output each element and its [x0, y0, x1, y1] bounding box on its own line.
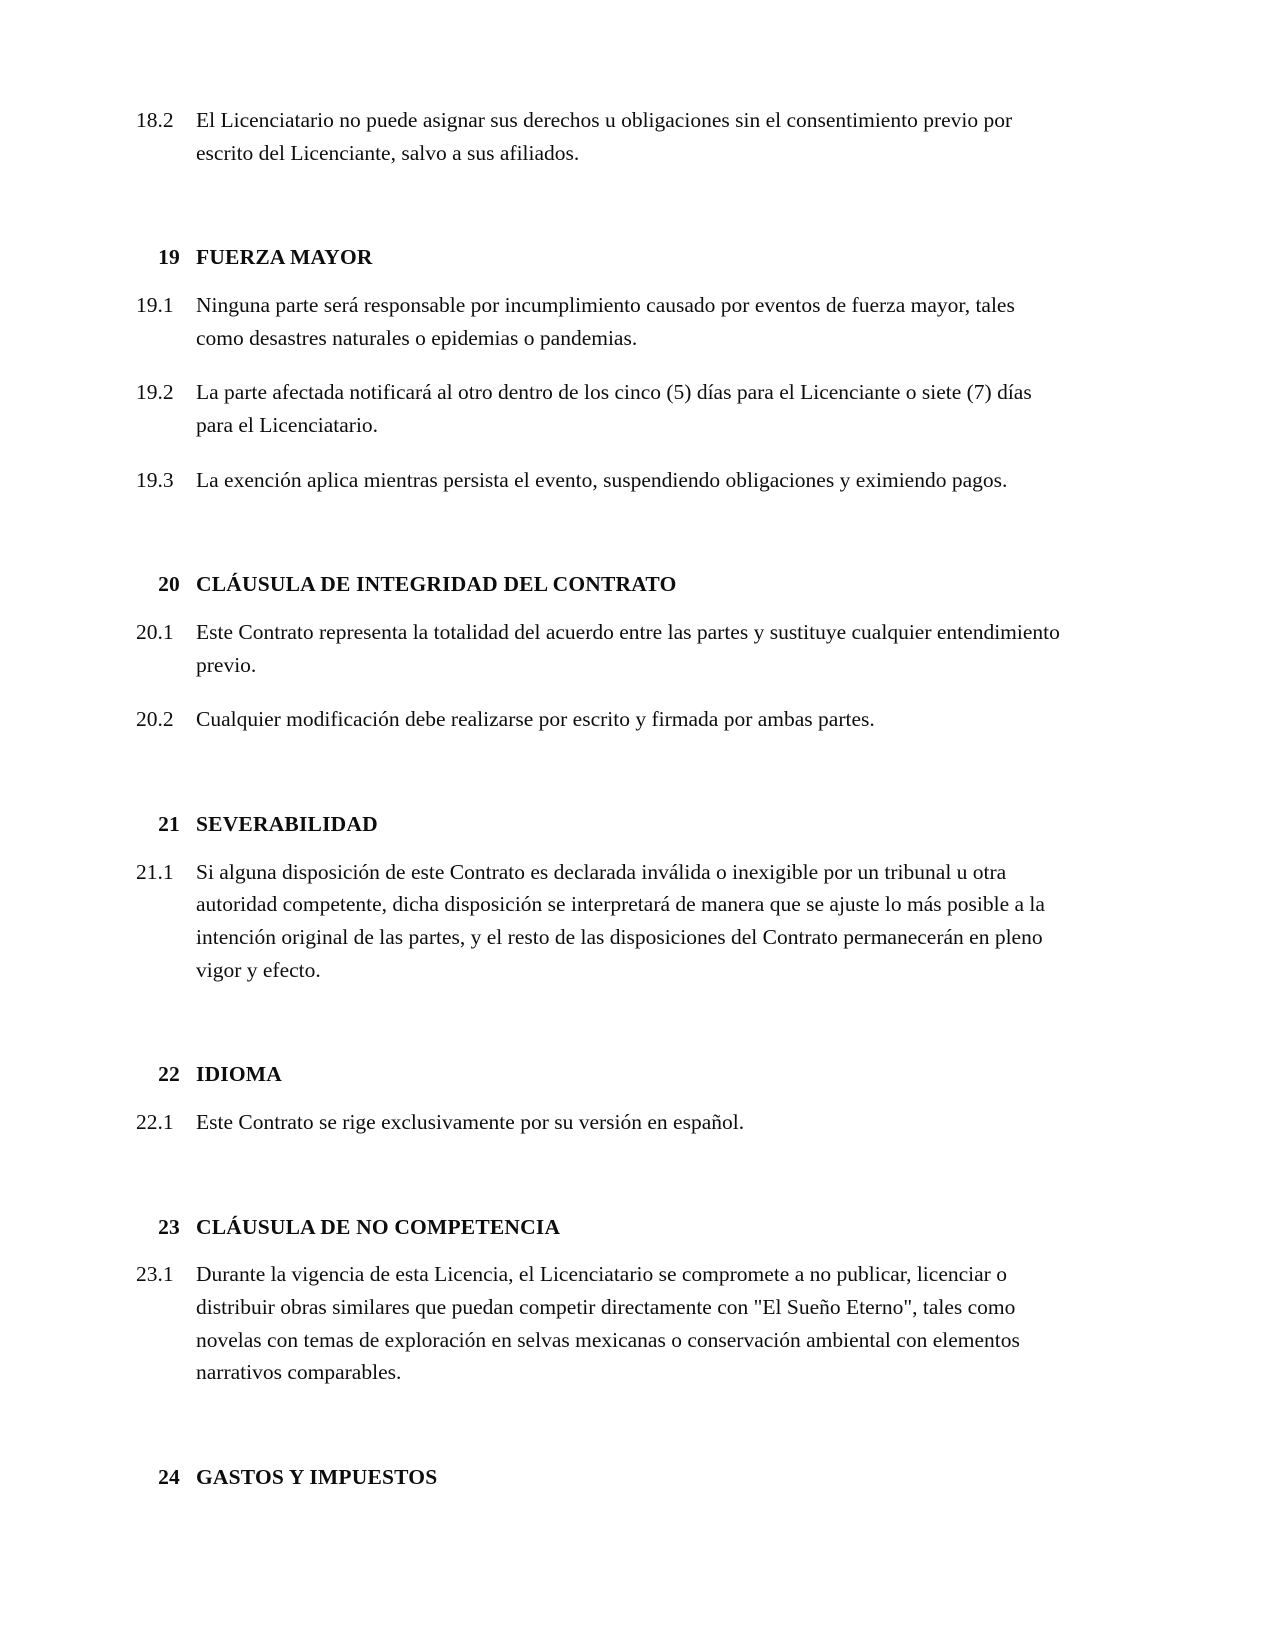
- clause-text: La exención aplica mientras persista el evento, suspendiendo obligaciones y eximiendo pagos.: [196, 467, 1008, 492]
- section-title: SEVERABILIDAD: [196, 812, 378, 837]
- clause-number: 19.1: [136, 293, 174, 317]
- clause-number: 23.1: [136, 1262, 174, 1287]
- clause-item: [136, 1258, 1066, 1389]
- clause-item: [136, 376, 1066, 441]
- vertical-spacer: [136, 986, 1066, 1060]
- vertical-spacer: [136, 1139, 1066, 1213]
- section-title: IDIOMA: [196, 1062, 283, 1087]
- section-heading: [136, 243, 1066, 273]
- clause-number: 18.2: [136, 108, 174, 132]
- clause-text: La parte afectada notificará al otro dentro de los cinco (5) días para el Licenciante o siete (7) días para el Licenciatario.: [196, 380, 1032, 438]
- clause-item: [136, 289, 1066, 354]
- vertical-spacer: [136, 496, 1066, 570]
- section-title: GASTOS Y IMPUESTOS: [196, 1465, 438, 1490]
- clause-text: Durante la vigencia de esta Licencia, el Licenciatario se compromete a no publicar, licenciar o distribuir obras similares que puedan competir directamente con "El Sueño Eterno", tales como novelas con temas de exploración en selvas mexicanas o conservación ambiental con elementos narrativos comparables.: [196, 1262, 1020, 1385]
- clause-text: Cualquier modificación debe realizarse por escrito y firmada por ambas partes.: [196, 707, 875, 732]
- vertical-spacer: [136, 736, 1066, 810]
- section-number: 22: [158, 1062, 180, 1087]
- section-heading: [136, 810, 1066, 840]
- vertical-spacer: [136, 273, 1066, 289]
- vertical-spacer: [136, 169, 1066, 243]
- section-heading: [136, 570, 1066, 600]
- clause-number: 20.2: [136, 707, 174, 732]
- clause-number: 20.1: [136, 620, 174, 645]
- section-heading: [136, 1060, 1066, 1090]
- vertical-spacer: [136, 1090, 1066, 1106]
- section-number: 21: [158, 812, 180, 837]
- clause-text: Ninguna parte será responsable por incumplimiento causado por eventos de fuerza mayor, tales como desastres naturales o epidemias o pandemias.: [196, 293, 1015, 350]
- section-heading: [136, 1213, 1066, 1243]
- clause-text: Si alguna disposición de este Contrato es declarada inválida o inexigible por un tribunal u otra autoridad competente, dicha disposición se interpretará de manera que se ajuste lo más posible a la intención original de las partes, y el resto de las disposiciones del Contrato permanecerán en pleno vigor y efecto.: [196, 859, 1045, 982]
- section-title: FUERZA MAYOR: [196, 245, 373, 270]
- clause-item: [136, 856, 1066, 987]
- clause-text: Este Contrato representa la totalidad del acuerdo entre las partes y sustituye cualquier entendimiento previo.: [196, 620, 1060, 677]
- clause-item: [136, 464, 1066, 497]
- clause-item: [136, 1106, 1066, 1139]
- clause-number: 19.3: [136, 467, 174, 492]
- section-number: 19: [158, 245, 180, 270]
- section-number: 20: [158, 572, 180, 597]
- section-title: CLÁUSULA DE INTEGRIDAD DEL CONTRATO: [196, 572, 677, 597]
- clause-text: El Licenciatario no puede asignar sus derechos u obligaciones sin el consentimiento previo por escrito del Licenciante, salvo a sus afiliados.: [196, 108, 1013, 165]
- contract-body: [136, 104, 1066, 1493]
- vertical-spacer: [136, 840, 1066, 856]
- section-number: 24: [158, 1465, 180, 1490]
- clause-number: 19.2: [136, 380, 174, 405]
- clause-number: 22.1: [136, 1110, 174, 1135]
- clause-item: [136, 703, 1066, 736]
- vertical-spacer: [136, 1242, 1066, 1258]
- clause-number: 21.1: [136, 859, 174, 884]
- clause-text: Este Contrato se rige exclusivamente por su versión en español.: [196, 1110, 745, 1135]
- clause-item: [136, 616, 1066, 681]
- clause-item: [136, 104, 1066, 169]
- vertical-spacer: [136, 442, 1066, 464]
- section-title: CLÁUSULA DE NO COMPETENCIA: [196, 1214, 561, 1239]
- section-number: 23: [158, 1214, 180, 1239]
- vertical-spacer: [136, 681, 1066, 703]
- vertical-spacer: [136, 1389, 1066, 1463]
- vertical-spacer: [136, 600, 1066, 616]
- vertical-spacer: [136, 354, 1066, 376]
- section-heading: [136, 1463, 1066, 1493]
